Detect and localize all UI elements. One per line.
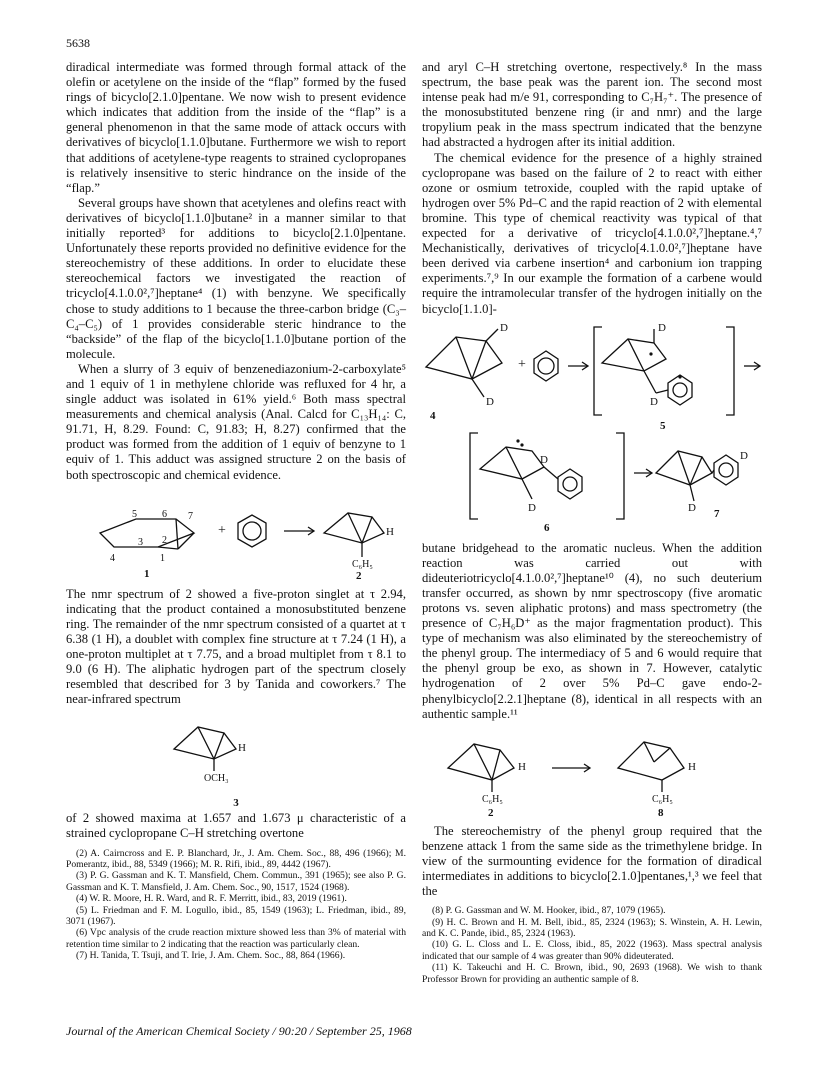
compound-label-1: 1	[144, 567, 150, 580]
compound-label-8: 8	[658, 806, 664, 819]
methoxy-label: OCH₃	[204, 773, 229, 785]
footnote-3: (3) P. G. Gassman and K. T. Mansfield, Chem. Commun., 391 (1965); see also P. G. Gassman and K. T. Mansfield, J. Am. Chem. Soc., 90, 1517, 1524 (1968).	[66, 870, 406, 893]
footnote-8: (8) P. G. Gassman and W. M. Hooker, ibid., 87, 1079 (1965).	[432, 905, 666, 917]
page-number: 5638	[66, 36, 90, 50]
compound-label-2b: 2	[488, 806, 494, 819]
h-label-3: H	[238, 742, 246, 755]
footnote-11: (11) K. Takeuchi and H. C. Brown, ibid., 90, 2693 (1968). We wish to thank Professor Brown for providing an authentic sample of 8.	[422, 962, 762, 985]
deuterium-label-6b: D	[528, 501, 536, 514]
right-footnotes	[422, 905, 762, 985]
footnote-2: (2) A. Cairncross and E. P. Blanchard, Jr., J. Am. Chem. Soc., 88, 496 (1966); M. Pomerantz, ibid., 88, 5349 (1966); M. R. Rifi, ibid., 89, 4442 (1967).	[66, 847, 406, 870]
radical-dot-6a	[516, 439, 519, 442]
footnote-5: (5) L. Friedman and F. M. Logullo, ibid., 85, 1549 (1963); L. Friedman, ibid., 89, 3071 (1967).	[66, 904, 406, 927]
footnote-7: (7) H. Tanida, T. Tsuji, and T. Irie, J. Am. Chem. Soc., 88, 864 (1966).	[76, 950, 346, 962]
atom-number-6: 6	[162, 508, 167, 520]
scheme-2-mechanism	[422, 323, 762, 535]
phenyl-label-8: C₆H₅	[652, 793, 673, 805]
right-paragraph-2: The chemical evidence for the presence of a highly strained cyclopropane was based on the failure of 2 to react with either ozone or osmium tetroxide, coupled with the rapid uptake of hydrogen over 5% Pd–C and the rapid reaction of 2 with elemental bromine. This type of chemical reactivity was typical of that expected for a derivative of tricyclo[4.1.0.0²,⁷]heptane.⁴,⁷ Mechanistically, derivatives of tricyclo[4.1.0.0²,⁷]heptane have been derived via carbene insertion⁴ and carbonium ion trapping experiments.⁷,⁹ In our example the formation of a carbene would require the intramolecular transfer of the hydrogen initially on the bicyclo[1.1.0]-	[422, 150, 762, 316]
phenyl-label-2b: C₆H₅	[482, 793, 503, 805]
atom-number-3: 3	[138, 536, 143, 548]
scheme-2-drawing	[422, 323, 762, 535]
left-paragraph-4: The nmr spectrum of 2 showed a five-proton singlet at τ 2.94, indicating that the product contained a monosubstituted benzene ring. The remainder of the nmr spectrum consisted of a quartet at τ 6.38 (1 H), a doublet with complex fine structure at τ 7.24 (1 H), a one-proton multiplet at τ 7.75, and a broad multiplet from τ 8.1 to 9.0 (6 H). The aliphatic hydrogen part of the spectrum closely resembled that described for 3 by Tanida and coworkers.⁷ The near-infrared spectrum	[66, 586, 406, 707]
left-paragraph-5: of 2 showed maxima at 1.657 and 1.673 μ characteristic of a strained cyclopropane C–H stretching overtone	[66, 811, 406, 841]
atom-number-2: 2	[162, 534, 167, 546]
deuterium-label-5b: D	[650, 395, 658, 408]
left-column	[66, 60, 406, 962]
atom-number-7: 7	[188, 510, 193, 522]
aryl-ring-5	[668, 375, 692, 405]
deuterium-label-4b: D	[486, 395, 494, 408]
plus-sign: +	[218, 522, 226, 538]
deuterium-label-7b: D	[688, 501, 696, 514]
right-paragraph-3: butane bridgehead to the aromatic nucleus. When the addition reaction was carried out with dideuteriotricyclo[4.1.0.0²,⁷]heptane¹⁰ (4), no such deuterium transfer occurred, as shown by nmr spectroscopy (five aromatic protons vs. seven aliphatic protons) and mass spectrometry (the presence of C₇H₆D⁺ as the major fragmentation product). This type of mechanism was also eliminated by the stereochemistry of the phenyl group. The intermediacy of 5 and 6 would require that the phenyl group be exo, as shown in 7. However, catalytic hydrogenation of 2 over 5% Pd–C gave endo-2-phenylbicyclo[2.2.1]heptane (8), identical in all respects with an authentic sample.¹¹	[422, 540, 762, 721]
right-column	[422, 60, 762, 985]
intermediate-6-skeleton	[480, 447, 544, 479]
intermediate-5-skeleton	[602, 339, 666, 371]
compound-3-drawing	[66, 713, 406, 789]
footnote-9: (9) H. C. Brown and H. M. Bell, ibid., 85, 2324 (1963); S. Winstein, A. H. Lewin, and K. C. Pande, ibid., 85, 2324 (1963).	[422, 916, 762, 939]
h-label: H	[386, 525, 394, 538]
h-label-8: H	[688, 760, 696, 773]
deuterium-label-5a: D	[658, 321, 666, 334]
compound-2-skeleton-b	[448, 744, 514, 780]
left-paragraph-1: diradical intermediate was formed through formal attack of the olefin or acetylene on the inside of the “flap” formed by the fused rings of bicyclo[2.1.0]pentane. We now wish to present evidence which indicates that addition from the inside of the “flap” is a general phenomenon in that the same mode of attack occurs with derivatives of bicyclo[1.1.0]butane. Furthermore we wish to report that additions of acetylene-type reagents to strained cyclopropanes is relatively insensitive to steric hindrance on the inside of the “flap.”	[66, 60, 406, 195]
h-label-2b: H	[518, 760, 526, 773]
deuterium-label-7a: D	[740, 449, 748, 462]
compound-2-skeleton	[324, 513, 384, 543]
compound-label-5: 5	[660, 419, 666, 432]
compound-label-2: 2	[356, 569, 362, 582]
atom-number-1: 1	[160, 552, 165, 564]
right-paragraph-1: and aryl C–H stretching overtone, respectively.⁸ In the mass spectrum, the base peak was the parent ion. The second most intense peak had m/e 91, corresponding to C₇H₇⁺. The presence of the monosubstituted benzene ring (ir and nmr) and the large tropylium peak in the mass spectrum indicated that the benzyne had abstracted a hydrogen after its initial addition.	[422, 60, 762, 150]
deuterium-label-6a: D	[540, 453, 548, 466]
bracket-left-6	[470, 433, 478, 519]
left-paragraph-2: Several groups have shown that acetylenes and olefins react with derivatives of bicyclo[1.1.0]butane² in a manner similar to that initially reported³ for additions to bicyclo[2.1.0]pentane. Unfortunately these reports provided no definitive evidence for the stereochemistry of these additions. In order to elucidate these stereochemical factors we investigated the reaction of tricyclo[4.1.0.0²,⁷]heptane⁴ (1) with benzyne. We specifically chose to study additions to 1 because the three-carbon bridge (C₃–C₄–C₅) of 1 provides considerable steric hindrance to the “backside” of the flap of the bicyclo[1.1.0]butane portion of the molecule.	[66, 195, 406, 361]
compound-3-skeleton	[174, 727, 236, 759]
radical-dot-6b	[520, 443, 523, 446]
left-footnotes	[66, 848, 406, 962]
scheme-1-reaction	[66, 489, 406, 581]
compound-8-skeleton	[618, 742, 684, 780]
footnote-6: (6) Vpc analysis of the crude reaction mixture showed less than 3% of material with retention time similar to 2 indicating that the reaction was particularly clean.	[66, 927, 406, 950]
benzene-ring	[238, 515, 266, 547]
compound-label-7: 7	[714, 507, 720, 520]
compound-label-6: 6	[544, 521, 550, 534]
footnote-4: (4) W. R. Moore, H. R. Ward, and R. F. Merritt, ibid., 83, 2019 (1961).	[76, 893, 347, 905]
compound-label-3: 3	[233, 797, 239, 810]
right-paragraph-4: The stereochemistry of the phenyl group required that the benzene attack 1 from the same side as the trimethylene bridge. In view of the surmounting evidence for the formation of diradical intermediates in additions to bicyclo[2.1.0]pentanes,¹,³ we feel that the	[422, 823, 762, 899]
deuterium-label-4a: D	[500, 321, 508, 334]
footnote-10: (10) G. L. Closs and L. E. Closs, ibid., 85, 2022 (1963). Mass spectral analysis indicated that our sample of 4 was greater than 90% dideuterated.	[422, 939, 762, 962]
scheme-4-drawing	[422, 728, 762, 818]
scheme-4-hydrogenation	[422, 728, 762, 818]
left-paragraph-3: When a slurry of 3 equiv of benzenediazonium-2-carboxylate⁵ and 1 equiv of 1 in methylene chloride was refluxed for 4 hr, a single adduct was isolated in 61% yield.⁶ Both mass spectral measurements and chemical analysis (Anal. Calcd for C₁₃H₁₄: C, 91.71, H, 8.29. Found: C, 91.83; H, 8.27) confirmed that the product was formed from the addition of 1 equiv of benzyne to 1 equiv of 1. This adduct was assigned structure 2 on the basis of both spectroscopic and chemical evidence.	[66, 361, 406, 482]
bracket-right-6	[616, 433, 624, 519]
phenyl-label: C₆H₅	[352, 558, 373, 570]
radical-dot-5b	[678, 375, 681, 378]
compound-label-4: 4	[430, 409, 436, 422]
radical-dot-5a	[649, 352, 652, 355]
atom-number-4: 4	[110, 552, 115, 564]
compound-1-ring	[100, 519, 194, 547]
atom-number-5: 5	[132, 508, 137, 520]
scheme-3-structure	[66, 713, 406, 789]
aryl-ring-6	[558, 469, 582, 499]
aryl-ring-7	[714, 455, 738, 485]
journal-footer: Journal of the American Chemical Society / 90:20 / September 25, 1968	[66, 1024, 412, 1038]
bracket-right-5	[726, 327, 734, 415]
bracket-left-5	[594, 327, 602, 415]
plus-sign-2: +	[518, 356, 526, 372]
